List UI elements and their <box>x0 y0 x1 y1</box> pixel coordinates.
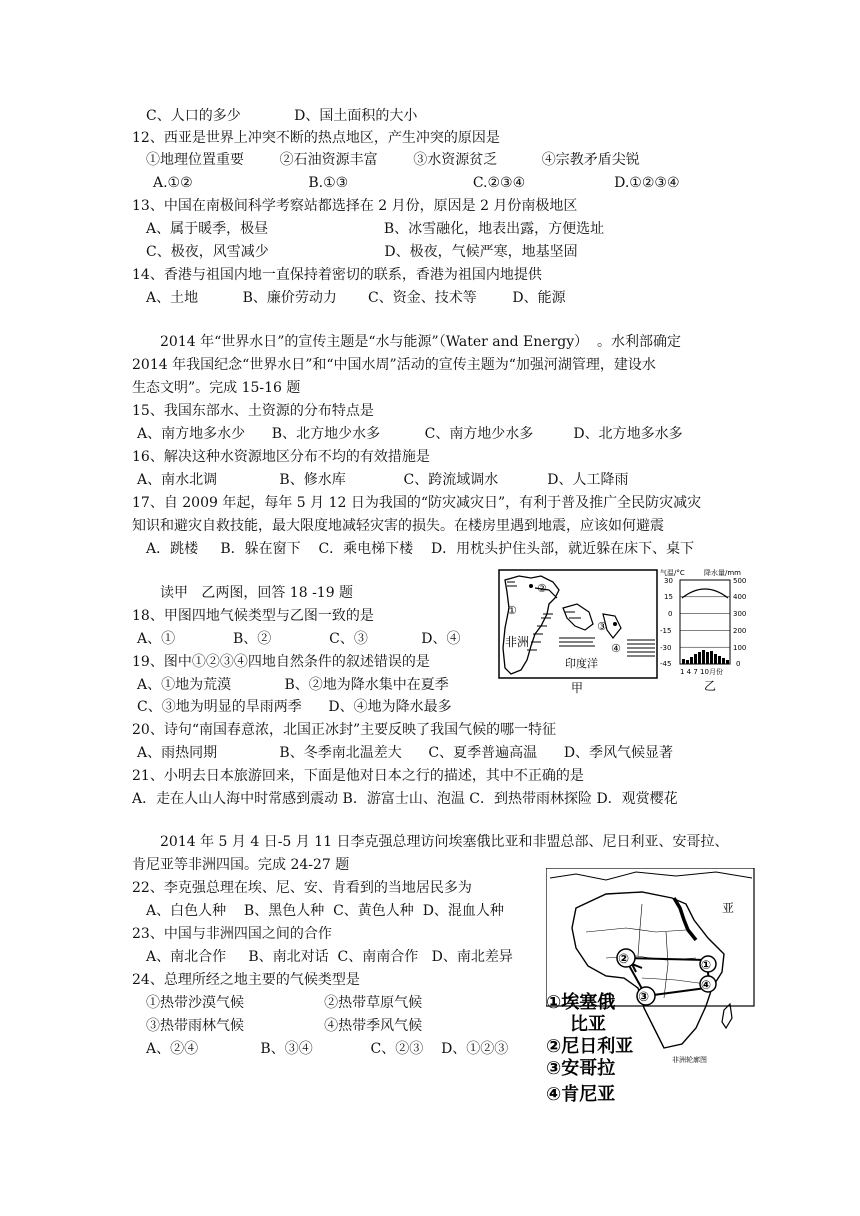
q18-stem: 18、甲图四地气候类型与乙图一致的是 <box>132 608 374 624</box>
q19-stem: 19、图中①②③④四地自然条件的叙述错误的是 <box>132 654 430 670</box>
jia-marker-3: ③ <box>597 620 607 633</box>
yi-right-tick: 400 <box>733 593 747 601</box>
q13-stem: 13、中国在南极间科学考察站都选择在 2 月份，原因是 2 月份南极地区 <box>132 198 578 214</box>
yi-right-tick: 500 <box>733 577 747 585</box>
premier-visit-intro-2: 肯尼亚等非洲四国。完成 24-27 题 <box>132 857 350 873</box>
q19-options-cd: C、③地为明显的旱雨两季 D、④地为降水最多 <box>137 699 452 715</box>
water-day-intro-3: 生态文明”。完成 15-16 题 <box>132 380 301 396</box>
africa-marker-1: ① <box>701 958 712 972</box>
water-day-intro-1: 2014 年“世界水日”的宣传主题是“水与能源”（Water and Energy） 。水利部确定 <box>160 334 682 350</box>
yi-right-tick: 300 <box>733 610 747 618</box>
q17-stem-2: 知识和避灾自救技能，最大限度地减轻灾害的损失。在楼房里遇到地震，应该如何避震 <box>132 518 664 534</box>
q12-stem: 12、西亚是世界上冲突不断的热点地区，产生冲突的原因是 <box>132 130 500 146</box>
yi-precip-bars <box>682 650 729 664</box>
africa-outline <box>503 576 559 674</box>
yi-right-tick: 200 <box>733 627 747 635</box>
africa-marker-2: ② <box>618 952 630 967</box>
figure-jia-map <box>497 568 659 696</box>
africa-legend-1a: ①埃塞俄 <box>546 992 616 1013</box>
q21-options: A．走在人山人海中时常感到震动 B．游富士山、泡温 C．到热带雨林探险 D．观赏樱花 <box>132 791 678 807</box>
africa-legend-4: ④肯尼亚 <box>546 1084 616 1105</box>
yi-right-unit: 降水量/mm <box>704 569 741 577</box>
africa-legend-3: ③安哥拉 <box>546 1058 616 1079</box>
q15-options: A、南方地多水少 B、北方地少水多 C、南方地少水多 D、北方地多水多 <box>137 426 683 442</box>
yi-right-tick: 0 <box>736 660 741 668</box>
q22-options: A、白色人种 B、黑色人种 C、黄色人种 D、混血人种 <box>146 903 504 919</box>
yi-left-tick: -15 <box>660 627 672 635</box>
africa-legend-1b: 比亚 <box>570 1014 606 1035</box>
q14-options: A、土地 B、廉价劳动力 C、资金、技术等 D、能源 <box>146 290 566 306</box>
q15-stem: 15、我国东部水、土资源的分布特点是 <box>132 403 374 419</box>
africa-caption: 非洲轮廓图 <box>672 1056 707 1064</box>
africa-marker-3: ③ <box>638 990 650 1005</box>
figure-yi-climate-chart <box>660 566 752 696</box>
jia-marker-1: ① <box>507 604 517 617</box>
jia-label-indian-ocean: 印度洋 <box>565 657 598 670</box>
premier-visit-intro-1: 2014 年 5 月 4 日-5 月 11 日李克强总理访问埃塞俄比亚和非盟总部、尼日利亚、安哥拉、 <box>160 834 729 850</box>
figure-africa-map <box>546 868 758 1120</box>
africa-marker-4: ④ <box>701 978 712 992</box>
yi-left-tick: -45 <box>660 660 672 668</box>
q12-statements: ①地理位置重要 ②石油资源丰富 ③水资源贫乏 ④宗教矛盾尖锐 <box>146 152 640 168</box>
q17-options: A．跳楼 B．躲在窗下 C．乘电梯下楼 D．用枕头护住头部，就近躲在床下、桌下 <box>146 541 695 557</box>
q11-options-cd: C、人口的多少 D、国土面积的大小 <box>146 108 418 124</box>
read-figures-prompt: 读甲 乙两图，回答 18 -19 题 <box>160 585 354 601</box>
q18-options: A、① B、② C、③ D、④ <box>137 631 461 647</box>
yi-caption: 乙 <box>704 679 717 693</box>
yi-left-tick: -30 <box>660 644 672 652</box>
yi-left-tick: 15 <box>664 593 673 601</box>
q20-stem: 20、诗句“南国春意浓，北国正冰封”主要反映了我国气候的哪一特征 <box>132 722 557 738</box>
q16-stem: 16、解决这种水资源地区分布不均的有效措施是 <box>132 449 430 465</box>
jia-caption: 甲 <box>571 681 584 695</box>
q17-stem-1: 17、自 2009 年起，每年 5 月 12 日为我国的“防灾减灾日”，有利于普及推广全民防灾减灾 <box>132 495 702 511</box>
q24-options: A、②④ B、③④ C、②③ D、①②③ <box>146 1041 509 1057</box>
peninsula-outline <box>563 604 593 630</box>
jia-marker-2: ② <box>537 582 547 595</box>
q22-stem: 22、李克强总理在埃、尼、安、肯看到的当地居民多为 <box>132 880 472 896</box>
jia-marker-4: ④ <box>611 642 621 655</box>
q14-stem: 14、香港与祖国内地一直保持着密切的联系，香港为祖国内地提供 <box>132 267 542 283</box>
yi-month-ticks: 1 4 7 10月份 <box>680 668 723 676</box>
q21-stem: 21、小明去日本旅游回来，下面是他对日本之行的描述，其中不正确的是 <box>132 768 584 784</box>
jia-label-africa: 非洲 <box>505 635 530 649</box>
yi-left-unit: 气温/°C <box>660 569 685 577</box>
yi-left-tick: 0 <box>668 610 673 618</box>
q19-options-ab: A、①地为荒漠 B、②地为降水集中在夏季 <box>137 677 449 693</box>
africa-label-ya: 亚 <box>722 901 735 915</box>
q20-options: A、雨热同期 B、冬季南北温差大 C、夏季普遍高温 D、季风气候显著 <box>137 745 674 761</box>
yi-left-tick: 30 <box>664 577 673 585</box>
q24-statements-1: ①热带沙漠气候 ②热带草原气候 <box>146 995 423 1011</box>
q24-statements-2: ③热带雨林气候 ④热带季风气候 <box>146 1018 423 1034</box>
africa-legend-2: ②尼日利亚 <box>546 1036 634 1057</box>
q13-options-cd: C、极夜，风雪减少 D、极夜，气候严寒，地基坚固 <box>146 244 578 260</box>
q23-options: A、南北合作 B、南北对话 C、南南合作 D、南北差异 <box>146 949 513 965</box>
q24-stem: 24、总理所经之地主要的气候类型是 <box>132 972 360 988</box>
water-day-intro-2: 2014 年我国纪念“世界水日”和“中国水周”活动的宣传主题为“加强河湖管理，建设水 <box>132 357 656 373</box>
yi-right-tick: 100 <box>733 644 747 652</box>
q12-options: A.①② B.①③ C.②③④ D.①②③④ <box>153 175 680 191</box>
q13-options-ab: A、属于暖季，极昼 B、冰雪融化，地表出露，方便选址 <box>146 221 605 237</box>
q16-options: A、南水北调 B、修水库 C、跨流域调水 D、人工降雨 <box>137 472 629 488</box>
q23-stem: 23、中国与非洲四国之间的合作 <box>132 926 332 942</box>
